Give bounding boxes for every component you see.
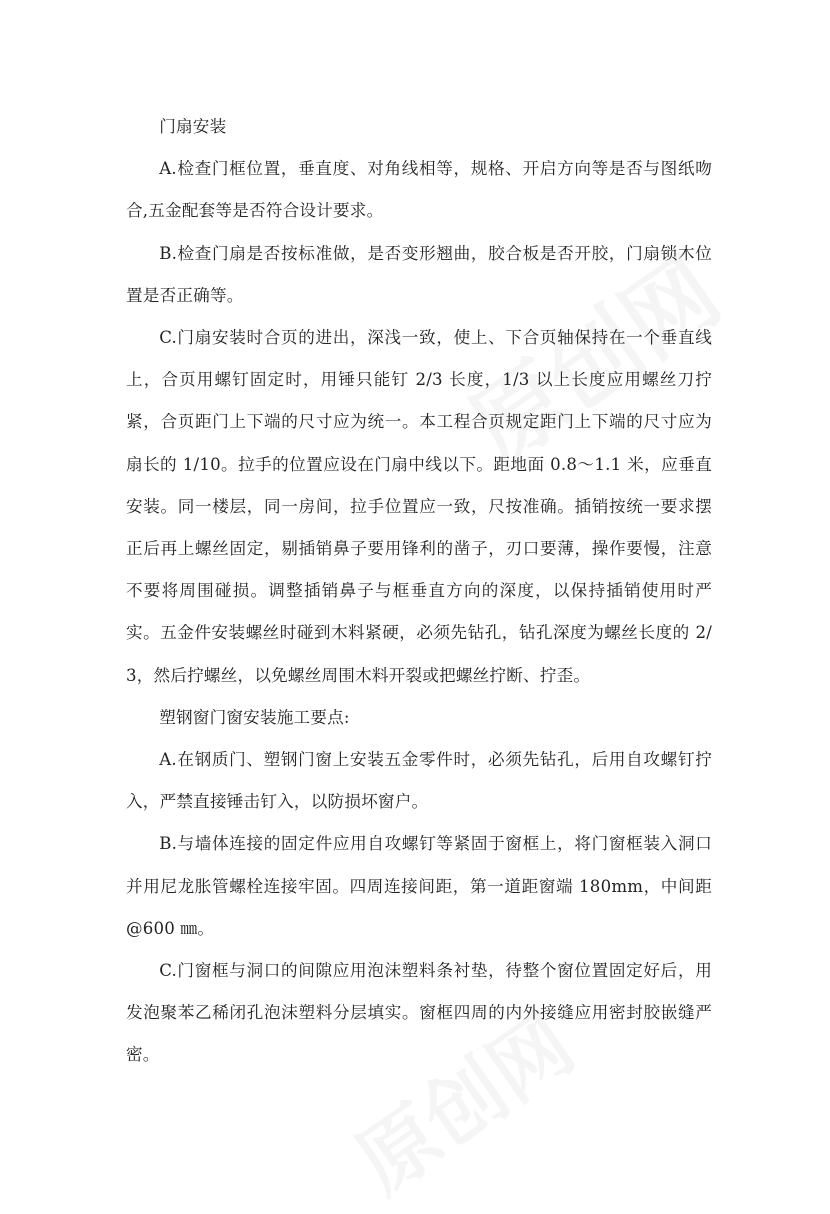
paragraph-hardware-drilling: A.在钢质门、塑钢门窗上安装五金零件时，必须先钻孔，后用自攻螺钉拧入，严禁直接锤击钉入，以防损坏窗户。 [126, 750, 712, 812]
section-heading-door-leaf-installation: 门扇安装 [159, 117, 227, 136]
paragraph-hinge-installation: C.门扇安装时合页的进出，深浅一致，使上、下合页轴保持在一个垂直线上，合页用螺钉固定时，用锤只能钉 2/3 长度，1/3 以上长度应用螺丝刀拧紧，合页距门上下端的尺寸应为统一。本工程合页规定距门上下端的尺寸应为扇长的 1/10。拉手的位置应设在门扇中线以下。距地面 0.8～1.1 米，应垂直安装。同一楼层，同一房间，拉手位置应一致，尺按准确。插销按统一要求摆正后再上螺丝固定，剔插销鼻子要用锋利的凿子，刃口要薄，操作要慢，注意不要将周围碰损。调整插销鼻子与框垂直方向的深度，以保持插销使用时严实。五金件安装螺丝时碰到木料紧硬，必须先钻孔，钻孔深度为螺丝长度的 2/3，然后拧螺丝，以免螺丝周围木料开裂或把螺丝拧断、拧歪。 [126, 328, 712, 685]
paragraph-check-door-leaf: B.检查门扇是否按标准做，是否变形翘曲，胶合板是否开胶，门扇锁木位置是否正确等。 [126, 243, 712, 305]
document-body [126, 106, 712, 1077]
paragraph-check-door-frame: A.检查门框位置，垂直度、对角线相等，规格、开启方向等是否与图纸吻合,五金配套等是否符合设计要求。 [126, 159, 712, 221]
paragraph-frame-fixing: B.与墙体连接的固定件应用自攻螺钉等紧固于窗框上，将门窗框装入洞口并用尼龙胀管螺栓连接牢固。四周连接间距，第一道距窗端 180mm，中间距@600 ㎜。 [126, 834, 712, 938]
paragraph-gap-filling: C.门窗框与洞口的间隙应用泡沫塑料条衬垫，待整个窗位置固定好后，用发泡聚苯乙稀闭孔泡沫塑料分层填实。窗框四周的内外接缝应用密封胶嵌缝严密。 [126, 961, 712, 1065]
section-heading-plastic-steel-window: 塑钢窗门窗安装施工要点: [159, 707, 350, 727]
